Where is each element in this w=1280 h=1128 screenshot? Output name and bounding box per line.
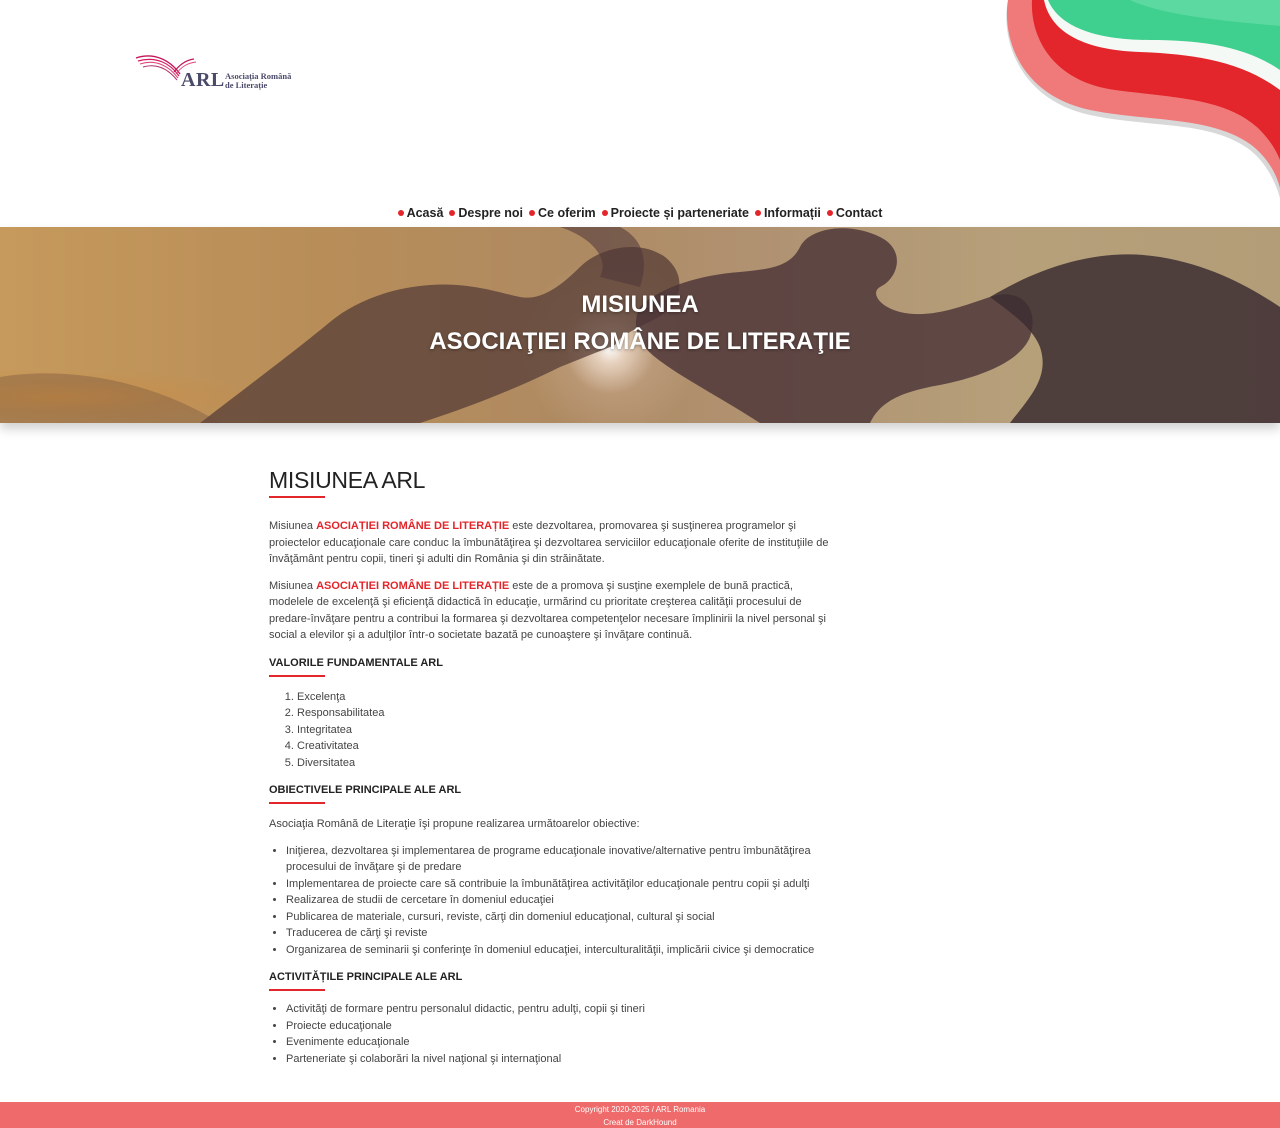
para-text: Misiunea (269, 579, 317, 592)
list-item: • Implementarea de proiecte care să contribuie la îmbunătăţirea activităţilor educaţionale pentru copii şi adulţi (286, 876, 829, 893)
logo-text: ARL (181, 69, 225, 91)
decorative-waves (1000, 0, 1280, 200)
nav-item-proiecte[interactable] (602, 206, 749, 220)
activities-heading: ACTIVITĂȚILE PRINCIPALE ALE ARL (269, 971, 463, 983)
list-item: • Parteneriate şi colaborări la nivel naţional şi internaţional (286, 1051, 829, 1068)
heading-underline (269, 802, 325, 804)
logo-subtitle-line2: de Literație (225, 80, 268, 90)
site-header (0, 0, 1280, 200)
site-logo[interactable] (134, 52, 304, 96)
footer-credit-link[interactable]: Creat de DarkHound (603, 1118, 677, 1127)
objectives-heading: OBIECTIVELE PRINCIPALE ALE ARL (269, 784, 462, 796)
nav-item-label: Proiecte și parteneriate (610, 206, 749, 220)
nav-item-despre-noi[interactable] (449, 206, 523, 220)
list-item: 3. Integritatea (297, 722, 829, 739)
logo-subtitle-line1: Asociația Română (225, 71, 292, 81)
bullet-dot-icon (755, 210, 761, 216)
para-text: Misiunea (269, 520, 317, 532)
hero-title-line2: ASOCIAŢIEI ROMÂNE DE LITERAŢIE (429, 328, 851, 355)
list-item: 4. Creativitatea (297, 738, 829, 755)
mission-paragraph-1 (269, 518, 829, 568)
list-item: • Publicarea de materiale, cursuri, reviste, cărţi din domeniul educaţional, cultural şi social (286, 909, 829, 926)
site-footer (0, 1102, 1280, 1128)
list-item: • Iniţierea, dezvoltarea şi implementarea de programe educaţionale inovative/alternative pentru îmbunătăţirea procesului de învăţare şi de predare (286, 843, 829, 876)
para-text: este de a promova şi susţine exemplele de bună practică, modelele de excelenţă şi eficienţă didactică în educaţie, urmărind cu prioritate creşterea calităţii procesului de predare-învăţare pentru a contribui la formarea şi dezvoltarea competenţelor necesare împlinirii la nivel personal şi social a elevilor şi a adulţilor într-o societate bazată pe cunoaştere şi învăţare continuă. (269, 579, 827, 641)
bullet-dot-icon (827, 210, 833, 216)
para-text: este dezvoltarea, promovarea şi susţinerea programelor şi proiectelor educaţionale care conduc la îmbunătăţirea şi dezvoltarea serviciilor educaţionale oferite de instituţiile de învăţământ pentru copii, tineri şi adulti din România şi din străinătate. (269, 520, 829, 565)
footer-copyright: Copyright 2020-2025 / ARL Romania (574, 1105, 706, 1114)
bullet-dot-icon (602, 210, 608, 216)
activities-list (269, 1001, 829, 1067)
objectives-list (269, 843, 829, 959)
list-item: • Realizarea de studii de cercetare în domeniul educaţiei (286, 892, 829, 909)
list-item: 5. Diversitatea (297, 755, 829, 772)
nav-item-ce-oferim[interactable] (529, 206, 596, 220)
list-item: 2. Responsabilitatea (297, 705, 829, 722)
main-content (269, 466, 829, 1067)
bullet-dot-icon (449, 210, 455, 216)
list-item: 1. Excelenţa (297, 689, 829, 706)
title-underline (269, 496, 325, 498)
nav-item-label: Contact (835, 206, 883, 220)
objectives-intro: Asociaţia Română de Literaţie îşi propune realizarea următoarelor obiective: (269, 818, 640, 830)
page-title: MISIUNEA ARL (269, 467, 426, 493)
list-item: • Traducerea de cărţi şi reviste (286, 925, 829, 942)
hero-title-line1: MISIUNEA (581, 291, 699, 318)
list-item: • Evenimente educaţionale (286, 1034, 829, 1051)
hero-title (0, 286, 1280, 360)
highlight-org-name: ASOCIAȚIEI ROMÂNE DE LITERAȚIE (316, 520, 510, 532)
hero-banner (0, 227, 1280, 423)
nav-item-acasa[interactable] (398, 206, 444, 220)
nav-item-label: Informații (763, 206, 821, 220)
nav-item-label: Despre noi (458, 206, 524, 220)
bullet-dot-icon (398, 210, 404, 216)
values-heading: VALORILE FUNDAMENTALE ARL (269, 656, 443, 669)
heading-underline (269, 989, 325, 991)
nav-item-label: Acasă (406, 206, 444, 220)
values-list (269, 689, 829, 772)
heading-underline (269, 675, 325, 677)
nav-item-informatii[interactable] (755, 206, 821, 220)
main-nav (0, 203, 1280, 223)
list-item: • Proiecte educaţionale (286, 1018, 829, 1035)
nav-item-label: Ce oferim (538, 206, 596, 220)
mission-paragraph-2 (269, 578, 829, 644)
bullet-dot-icon (529, 210, 535, 216)
list-item: • Activităţi de formare pentru personalul didactic, pentru adulţi, copii şi tineri (286, 1001, 829, 1018)
highlight-org-name: ASOCIAȚIEI ROMÂNE DE LITERAȚIE (316, 579, 510, 592)
nav-item-contact[interactable] (827, 206, 883, 220)
list-item: • Organizarea de seminarii şi conferinţe în domeniul educaţiei, interculturalităţii, implicării civice şi democratice (286, 942, 829, 959)
logo-subtitle (225, 72, 315, 90)
